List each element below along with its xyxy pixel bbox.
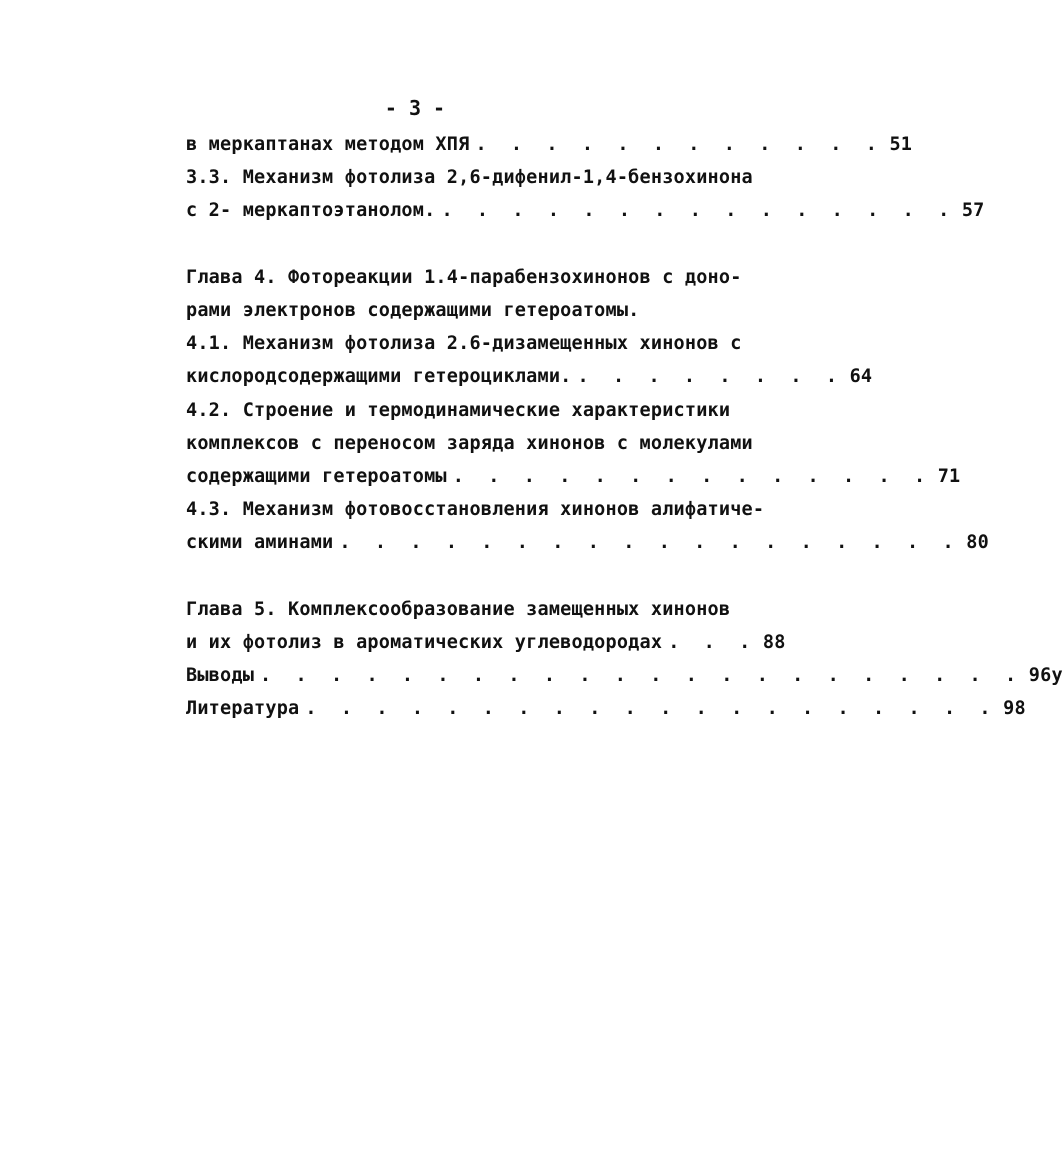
toc-leader-dots: . . . . . . . . . . . . . . — [452, 465, 932, 487]
toc-line: 4.2. Строение и термодинамические характеристики — [186, 399, 731, 421]
spacer — [186, 228, 731, 261]
toc-page-ref: 57 — [961, 200, 985, 222]
toc-entry-text: Литература — [186, 698, 300, 720]
toc-line: комплексов с переносом заряда хинонов с молекулами — [186, 432, 753, 454]
toc-entry-text: Выводы — [186, 665, 255, 686]
toc-entry-text: в меркаптанах методом ХПЯ — [186, 134, 470, 155]
toc-page-ref: 80 — [966, 532, 989, 554]
toc-entry-conclusions — [186, 659, 1063, 692]
toc-entry-text: содержащими гетероатомы — [186, 465, 447, 487]
toc-entry-literature — [186, 692, 1026, 725]
toc-entry-text: и их фотолиз в ароматических углеводородах — [186, 631, 663, 653]
toc-entry — [186, 360, 873, 393]
toc-line: 4.1. Механизм фотолиза 2.6-дизамещенных хинонов с — [186, 333, 742, 355]
toc-leader-dots: . . . . . . . . . . . . . . . . . . . . . . — [260, 665, 1023, 686]
chapter-heading: Глава 4. Фотореакции 1.4-парабензохинонов с доно- — [186, 266, 742, 288]
toc-entry-text: скими аминами — [186, 532, 334, 554]
toc-entry-text: кислородсодержащими гетероциклами. — [186, 366, 572, 388]
toc-entry — [186, 460, 961, 493]
toc-page-ref: 96у — [1028, 665, 1063, 686]
table-of-contents — [186, 128, 1063, 725]
toc-page-ref: 64 — [849, 366, 873, 388]
toc-entry — [186, 526, 989, 559]
toc-page-ref: 51 — [889, 134, 913, 155]
toc-entry — [186, 194, 985, 227]
toc-entry-text: с 2- меркаптоэтанолом. — [186, 200, 436, 222]
toc-leader-dots: . . . — [668, 631, 757, 653]
toc-page-ref: 71 — [937, 465, 961, 487]
toc-entry — [186, 626, 786, 659]
toc-leader-dots: . . . . . . . . — [577, 366, 844, 388]
toc-leader-dots: . . . . . . . . . . . . . . . . . . . . — [305, 698, 998, 720]
chapter-heading: рами электронов содержащими гетероатомы. — [186, 299, 640, 321]
toc-leader-dots: . . . . . . . . . . . . — [475, 134, 884, 155]
page-number: - 3 - — [384, 96, 446, 120]
toc-leader-dots: . . . . . . . . . . . . . . . . . . — [339, 532, 961, 554]
toc-leader-dots: . . . . . . . . . . . . . . . — [441, 200, 956, 222]
toc-page-ref: 98 — [1003, 698, 1026, 720]
toc-entry — [186, 128, 913, 161]
toc-line: 4.3. Механизм фотовосстановления хинонов алифатиче- — [186, 499, 765, 521]
chapter-heading: Глава 5. Комплексообразование замещенных хинонов — [186, 598, 731, 620]
toc-page-ref: 88 — [762, 631, 786, 653]
spacer — [186, 559, 731, 592]
toc-line: 3.3. Механизм фотолиза 2,6-дифенил-1,4-бензохинона — [186, 167, 753, 189]
